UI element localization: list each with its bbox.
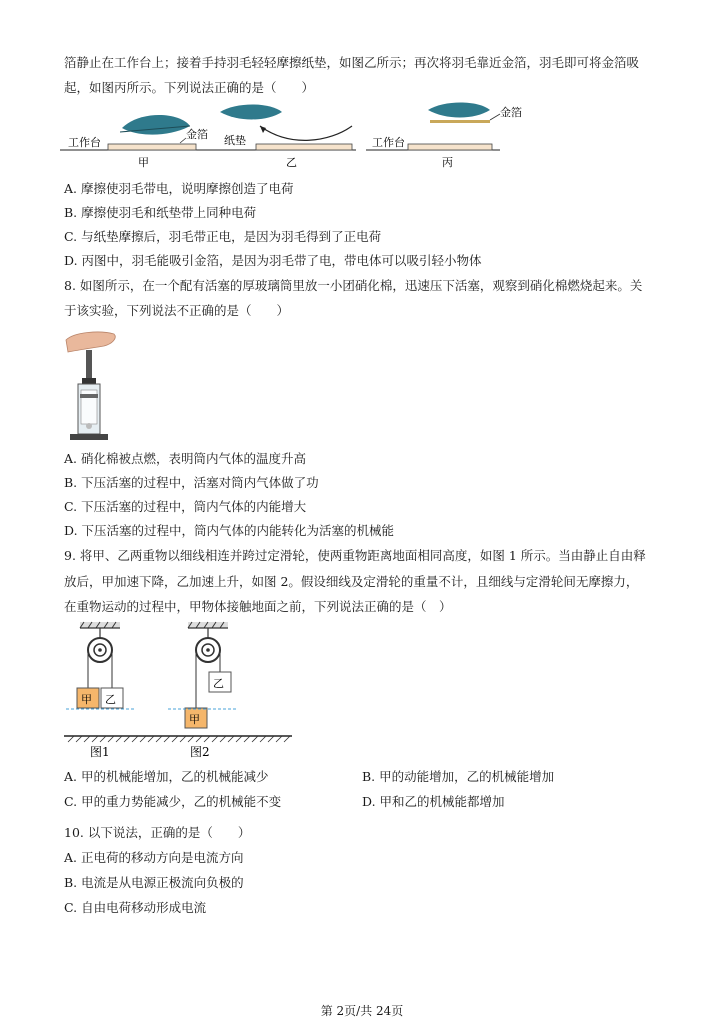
q8-option-b: B. 下压活塞的过程中，活塞对筒内气体做了功 <box>64 475 319 490</box>
label-gold-foil-bing: 金箔 <box>500 106 522 119</box>
q7-option-b: B. 摩擦使羽毛和纸垫带上同种电荷 <box>64 205 257 220</box>
caption-bing: 丙 <box>442 156 453 169</box>
q10-stem: 10. 以下说法，正确的是（ ） <box>64 825 251 840</box>
caption-fig1: 图1 <box>90 745 110 759</box>
q9-stem-line-3: 在重物运动的过程中，甲物体接触地面之前，下列说法正确的是（ ） <box>64 599 452 614</box>
q10-option-c: C. 自由电荷移动形成电流 <box>64 900 207 915</box>
panel-yi <box>220 105 356 170</box>
q8-stem-line-1: 8. 如图所示，在一个配有活塞的厚玻璃筒里放一小团硝化棉，迅速压下活塞，观察到硝化棉燃烧起来。关 <box>64 278 643 293</box>
q8-option-c: C. 下压活塞的过程中，筒内气体的内能增大 <box>64 499 307 514</box>
q8-stem-line-2: 于该实验，下列说法不正确的是（ ） <box>64 303 290 318</box>
q9-option-d: D. 甲和乙的机械能都增加 <box>362 794 505 809</box>
feather-figure <box>60 98 520 170</box>
piston-rod <box>86 350 92 380</box>
q8-option-a: A. 硝化棉被点燃，表明筒内气体的温度升高 <box>64 451 306 466</box>
base <box>70 434 108 440</box>
q9-stem-line-2: 放后，甲加速下降，乙加速上升，如图 2。假设细线及定滑轮的重量不计，且细线与定滑轮间无摩擦力， <box>64 574 639 589</box>
panel-bing <box>366 103 522 170</box>
panel-jia <box>60 115 220 169</box>
label-jia-fig2: 甲 <box>189 713 200 726</box>
intro-line-2: 起，如图丙所示。下列说法正确的是（ ） <box>64 80 315 95</box>
cotton-icon <box>86 423 92 429</box>
caption-yi: 乙 <box>286 156 297 169</box>
label-yi-fig2: 乙 <box>213 677 224 690</box>
q10-option-b: B. 电流是从电源正极流向负极的 <box>64 875 244 890</box>
gold-foil <box>430 120 490 123</box>
caption-jia: 甲 <box>138 156 149 169</box>
q7-option-d: D. 丙图中，羽毛能吸引金箔，是因为羽毛带了电，带电体可以吸引轻小物体 <box>64 253 482 268</box>
q9-stem-line-1: 9. 将甲、乙两重物以细线相连并跨过定滑轮，使两重物距离地面相同高度，如图 1 所示。当由静止自由释 <box>64 548 646 563</box>
caption-fig2: 图2 <box>190 745 210 759</box>
label-yi-fig1: 乙 <box>105 693 116 706</box>
feather-icon <box>428 103 490 118</box>
feather-icon <box>220 105 282 120</box>
intro-line-1: 箔静止在工作台上；接着手持羽毛轻轻摩擦纸垫，如图乙所示；再次将羽毛靠近金箔，羽毛即可将金箔吸 <box>64 55 640 70</box>
label-gold-foil-jia: 金箔 <box>186 128 208 141</box>
label-workbench-jia: 工作台 <box>68 136 101 149</box>
pulley-fig-2 <box>168 622 238 728</box>
q9-option-b: B. 甲的动能增加，乙的机械能增加 <box>362 769 555 784</box>
hand-icon <box>66 332 115 352</box>
feather-icon <box>122 115 190 135</box>
q10-option-a: A. 正电荷的移动方向是电流方向 <box>64 850 244 865</box>
q8-option-d: D. 下压活塞的过程中，筒内气体的内能转化为活塞的机械能 <box>64 523 395 538</box>
q7-option-c: C. 与纸垫摩擦后，羽毛带正电，是因为羽毛得到了正电荷 <box>64 229 382 244</box>
piston-cylinder-figure <box>64 330 124 442</box>
pulley-fig-1 <box>66 622 136 709</box>
page-footer: 第 2页/共 24页 <box>320 1004 404 1018</box>
q9-option-c: C. 甲的重力势能减少，乙的机械能不变 <box>64 794 282 809</box>
q9-option-a: A. 甲的机械能增加，乙的机械能减少 <box>64 769 269 784</box>
label-workbench-bing: 工作台 <box>372 136 405 149</box>
label-paper-pad: 纸垫 <box>224 134 246 147</box>
label-jia-fig1: 甲 <box>81 693 92 706</box>
q7-option-a: A. 摩擦使羽毛带电，说明摩擦创造了电荷 <box>64 181 294 196</box>
rubbing-arc <box>260 126 352 140</box>
pulley-figure <box>64 622 296 760</box>
